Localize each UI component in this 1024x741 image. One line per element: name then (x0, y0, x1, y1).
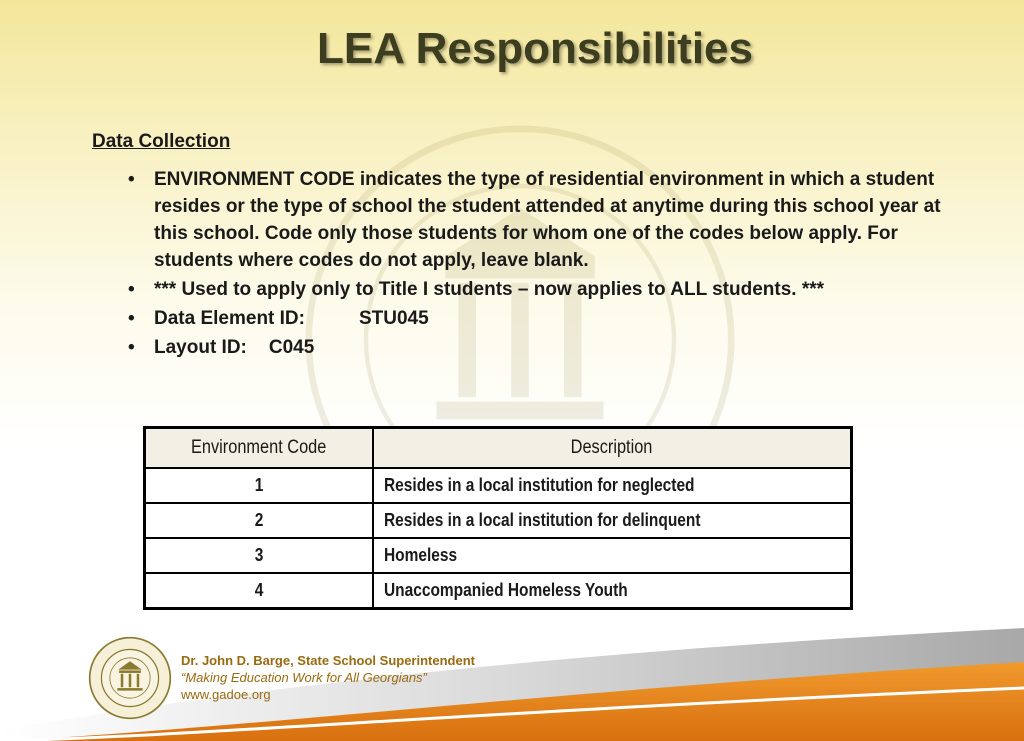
bullet-dot-icon: • (128, 279, 135, 300)
superintendent-name: Dr. John D. Barge, State School Superintendent (181, 653, 475, 668)
data-element-label: Data Element ID: (154, 308, 305, 329)
code-cell: 2 (145, 503, 374, 538)
table-row (145, 503, 852, 538)
section-heading: Data Collection (92, 131, 231, 152)
description-cell: Homeless (373, 538, 852, 573)
column-header-description: Description (373, 428, 852, 469)
description-cell: Resides in a local institution for neglected (373, 468, 852, 503)
description-cell: Resides in a local institution for delinquent (373, 503, 852, 538)
department-seal-icon (88, 636, 172, 720)
bullet-text: *** Used to apply only to Title I students – now applies to ALL students. *** (154, 279, 825, 300)
bullet-dot-icon: • (128, 308, 135, 329)
bullet-dot-icon: • (128, 169, 135, 190)
bullet-text: ENVIRONMENT CODE indicates the type of residential environment in which a student resides or the type of school the student attended at anytime during this school year at this school. Code only those students for whom one of the codes below apply. For students where codes do not apply, leave blank. (154, 169, 941, 271)
footer-credits (181, 652, 475, 703)
bullet-dot-icon: • (128, 337, 135, 358)
code-cell: 1 (145, 468, 374, 503)
table-header-row (145, 428, 852, 469)
website-link[interactable]: www.gadoe.org (181, 687, 271, 702)
code-cell: 3 (145, 538, 374, 573)
column-header-code: Environment Code (145, 428, 374, 469)
description-cell: Unaccompanied Homeless Youth (373, 573, 852, 609)
bullet-item (128, 276, 978, 303)
bullet-item (128, 334, 978, 361)
slide-title: LEA Responsibilities (316, 24, 753, 73)
table-row (145, 538, 852, 573)
environment-code-table (143, 426, 853, 610)
layout-id-value: C045 (268, 337, 315, 358)
bullet-list (128, 166, 978, 363)
code-cell: 4 (145, 573, 374, 609)
table-row (145, 573, 852, 609)
table-row (145, 468, 852, 503)
bullet-item (128, 305, 978, 332)
footer-motto: “Making Education Work for All Georgians” (181, 670, 427, 685)
data-element-value: STU045 (358, 308, 429, 329)
bullet-item (128, 166, 978, 274)
layout-id-label: Layout ID: (154, 337, 247, 358)
